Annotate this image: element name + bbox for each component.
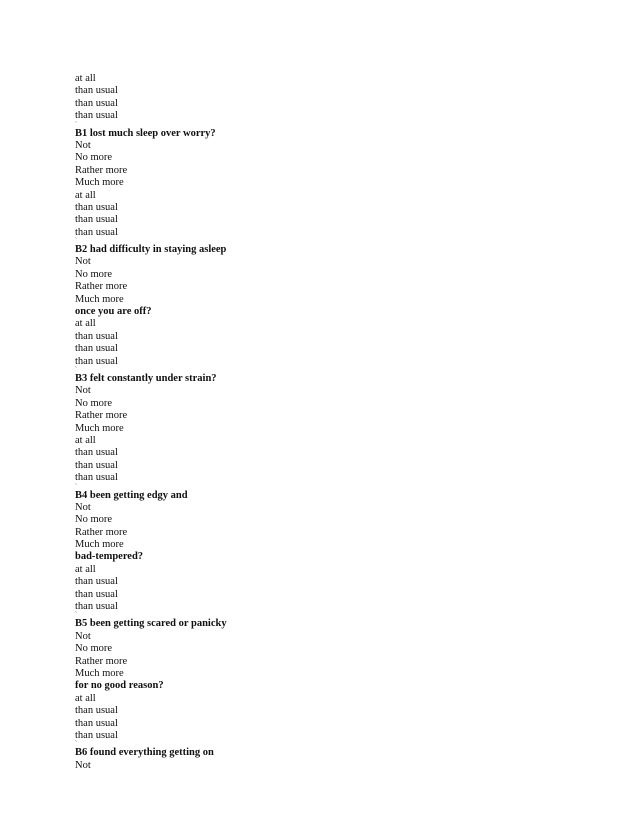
answer-option-text: No more bbox=[75, 152, 113, 164]
document-page bbox=[75, 73, 595, 772]
answer-option-text: than usual bbox=[75, 729, 118, 741]
answer-option-text: at all bbox=[75, 563, 96, 575]
separator-mark: ` bbox=[75, 121, 77, 128]
question-text: B2 had difficulty in staying asleep bbox=[75, 244, 227, 256]
question-text: B4 been getting edgy and bbox=[75, 489, 188, 501]
answer-option-text: Rather more bbox=[75, 281, 128, 293]
answer-option-text: than usual bbox=[75, 201, 118, 213]
question-text: B1 lost much sleep over worry? bbox=[75, 127, 216, 139]
answer-option-text: Much more bbox=[75, 539, 124, 551]
answer-option-text: than usual bbox=[75, 355, 118, 367]
answer-option-text: Not bbox=[75, 385, 91, 397]
answer-option-text: than usual bbox=[75, 601, 118, 613]
answer-option-text: Not bbox=[75, 630, 91, 642]
answer-option-text: Rather more bbox=[75, 655, 128, 667]
answer-option-text: than usual bbox=[75, 705, 118, 717]
answer-option-text: Rather more bbox=[75, 526, 128, 538]
questionnaire-text bbox=[75, 73, 595, 772]
answer-option-text: than usual bbox=[75, 447, 118, 459]
question-text: bad-tempered? bbox=[75, 551, 144, 563]
answer-option-text: than usual bbox=[75, 330, 118, 342]
answer-option-text: Rather more bbox=[75, 164, 128, 176]
answer-option-text: than usual bbox=[75, 110, 118, 122]
answer-option-text: than usual bbox=[75, 717, 118, 729]
answer-option-text: at all bbox=[75, 73, 96, 84]
separator-mark: ` bbox=[75, 483, 77, 490]
answer-option-text: Not bbox=[75, 256, 91, 268]
answer-option-text: at all bbox=[75, 189, 96, 201]
question-text: once you are off? bbox=[75, 306, 152, 318]
answer-option-text: than usual bbox=[75, 576, 118, 588]
answer-option-text: No more bbox=[75, 397, 113, 409]
answer-option-text: than usual bbox=[75, 97, 118, 109]
separator-mark: ` bbox=[75, 612, 77, 619]
question-text: B6 found everything getting on bbox=[75, 747, 214, 759]
answer-option-text: Not bbox=[75, 759, 91, 771]
question-text: B5 been getting scared or panicky bbox=[75, 618, 227, 630]
answer-option-text: than usual bbox=[75, 214, 118, 226]
answer-option-text: Not bbox=[75, 501, 91, 513]
separator-mark: ` bbox=[75, 741, 77, 748]
question-text: B3 felt constantly under strain? bbox=[75, 372, 217, 384]
answer-option-text: Rather more bbox=[75, 410, 128, 422]
answer-option-text: than usual bbox=[75, 85, 118, 97]
answer-option-text: at all bbox=[75, 434, 96, 446]
answer-option-text: than usual bbox=[75, 226, 118, 238]
answer-option-text: Much more bbox=[75, 422, 124, 434]
answer-option-text: at all bbox=[75, 318, 96, 330]
answer-option-text: at all bbox=[75, 692, 96, 704]
answer-option-text: Not bbox=[75, 139, 91, 151]
question-text: for no good reason? bbox=[75, 680, 164, 692]
separator-mark: ` bbox=[75, 238, 77, 245]
answer-option-text: No more bbox=[75, 514, 113, 526]
answer-option-text: than usual bbox=[75, 343, 118, 355]
answer-option-text: than usual bbox=[75, 588, 118, 600]
answer-option-text: Much more bbox=[75, 177, 124, 189]
answer-option-text: than usual bbox=[75, 472, 118, 484]
answer-option-text: No more bbox=[75, 643, 113, 655]
answer-option-text: than usual bbox=[75, 459, 118, 471]
separator-mark: ` bbox=[75, 366, 77, 373]
answer-option-text: Much more bbox=[75, 293, 124, 305]
answer-option-text: No more bbox=[75, 268, 113, 280]
answer-option-text: Much more bbox=[75, 667, 124, 679]
